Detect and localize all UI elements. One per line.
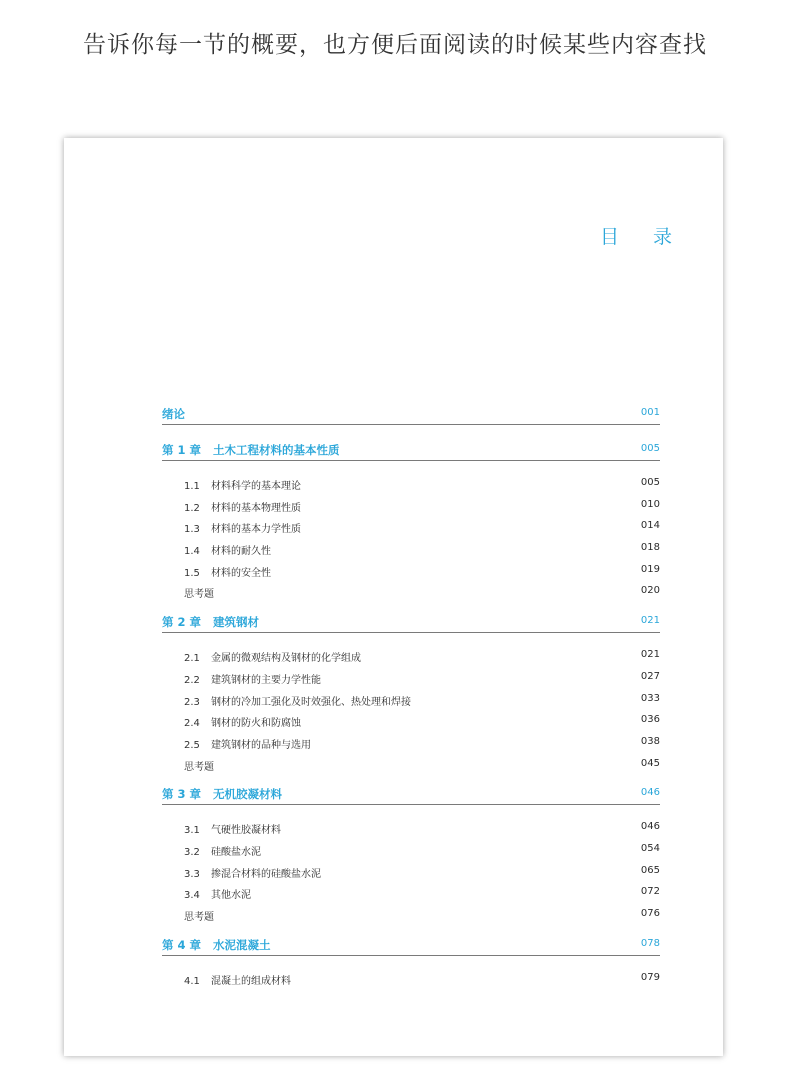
section-title: 材料科学的基本理论: [211, 481, 301, 492]
toc-title: 目 录: [600, 226, 687, 248]
section-item: [162, 755, 660, 777]
section-page-number: 079: [640, 971, 660, 983]
chapter-page-number: 005: [640, 443, 660, 454]
section-list: [162, 646, 660, 776]
section-label: [184, 477, 301, 492]
section-title: 材料的耐久性: [211, 546, 271, 558]
section-page-number: 036: [640, 714, 660, 726]
chapter-page-number: 021: [640, 615, 660, 627]
section-number: 2.3: [184, 696, 200, 708]
section-item: [162, 840, 660, 862]
chapter-label: [162, 442, 340, 458]
section-number: 3.3: [184, 868, 200, 880]
section-label: [184, 714, 301, 729]
table-of-contents: [162, 402, 660, 996]
section-number: 1.3: [184, 524, 200, 536]
section-page-number: 005: [640, 477, 660, 488]
section-title: 材料的安全性: [211, 567, 271, 579]
section-title: 材料的基本力学性质: [211, 524, 301, 536]
chapter-heading: [162, 438, 660, 461]
section-page-number: 072: [640, 886, 660, 898]
chapter-label: [162, 937, 271, 953]
section-page-number: 019: [640, 563, 660, 575]
chapter-number: 第 1 章: [162, 443, 202, 457]
section-title: 建筑钢材的品种与选用: [211, 739, 311, 751]
section-label: [184, 736, 311, 751]
section-item: [162, 862, 660, 884]
section-title: 建筑钢材的主要力学性能: [211, 674, 321, 686]
section-page-number: 046: [640, 821, 660, 833]
section-title: 思考题: [184, 761, 214, 773]
section-list: [162, 969, 660, 991]
section-title: 思考题: [184, 589, 214, 601]
section-page-number: 020: [640, 585, 660, 597]
chapter-title: 水泥混凝土: [213, 937, 271, 952]
chapter-heading: [162, 782, 660, 805]
section-title: 硅酸盐水泥: [211, 846, 261, 858]
section-number: 1.1: [184, 481, 200, 492]
section-page-number: 045: [640, 757, 660, 769]
section-number: 3.2: [184, 846, 200, 858]
section-page-number: 018: [640, 542, 660, 554]
section-number: 2.2: [184, 674, 200, 686]
section-list: [162, 474, 660, 604]
chapter-page-number: 078: [640, 937, 660, 949]
chapter-page-number: 046: [640, 787, 660, 799]
chapter-title: 无机胶凝材料: [213, 787, 283, 802]
section-label: [184, 843, 261, 858]
section-label: [184, 671, 321, 686]
section-item: [162, 733, 660, 755]
chapter-number: 第 4 章: [162, 937, 202, 952]
section-number: 3.4: [184, 890, 200, 902]
section-page-number: 054: [640, 842, 660, 854]
section-label: [184, 649, 361, 664]
section-title: 混凝土的组成材料: [211, 975, 291, 987]
chapter-title: 绪论: [162, 407, 185, 421]
book-page: [64, 138, 723, 1056]
section-label: [184, 865, 321, 880]
section-list: [162, 818, 660, 926]
section-number: 1.2: [184, 502, 200, 514]
section-page-number: 065: [640, 864, 660, 876]
section-item: [162, 905, 660, 927]
chapter-heading: [162, 610, 660, 633]
section-title: 气硬性胶凝材料: [211, 825, 281, 837]
section-item: [162, 474, 660, 496]
section-number: 1.4: [184, 546, 200, 558]
section-label: [184, 585, 214, 600]
section-number: 2.1: [184, 653, 200, 665]
section-item: [162, 517, 660, 539]
section-page-number: 076: [640, 908, 660, 919]
chapter-heading: [162, 933, 660, 956]
section-label: [184, 542, 271, 557]
section-item: [162, 690, 660, 712]
section-label: [184, 499, 301, 514]
section-page-number: 010: [640, 498, 660, 510]
section-title: 其他水泥: [211, 890, 251, 902]
section-label: [184, 520, 301, 535]
section-number: 1.5: [184, 567, 200, 579]
section-label: [184, 972, 291, 987]
section-label: [184, 908, 214, 923]
section-label: [184, 886, 251, 901]
section-item: [162, 496, 660, 518]
section-number: 4.1: [184, 975, 200, 987]
section-number: 2.5: [184, 739, 200, 751]
section-page-number: 014: [640, 520, 660, 532]
section-page-number: 027: [640, 670, 660, 682]
section-item: [162, 668, 660, 690]
section-label: [184, 758, 214, 773]
section-number: 3.1: [184, 825, 200, 837]
section-item: [162, 646, 660, 668]
section-item: [162, 969, 660, 991]
section-title: 金属的微观结构及钢材的化学组成: [211, 653, 361, 665]
section-item: [162, 711, 660, 733]
chapter-label: [162, 786, 282, 802]
chapter-label: [162, 614, 259, 630]
chapter-title: 建筑钢材: [213, 615, 260, 630]
section-item: [162, 561, 660, 583]
section-title: 掺混合材料的硅酸盐水泥: [211, 868, 321, 880]
section-number: 2.4: [184, 718, 200, 730]
section-item: [162, 883, 660, 905]
section-page-number: 021: [640, 649, 660, 661]
section-page-number: 038: [640, 735, 660, 747]
chapter-page-number: 001: [640, 407, 660, 418]
chapter-number: 第 3 章: [162, 787, 202, 802]
chapter-number: 第 2 章: [162, 615, 202, 630]
section-item: [162, 818, 660, 840]
section-title: 思考题: [184, 912, 214, 923]
section-title: 钢材的冷加工强化及时效强化、热处理和焊接: [211, 696, 411, 708]
section-label: [184, 564, 271, 579]
chapter-heading: [162, 402, 660, 425]
section-page-number: 033: [640, 692, 660, 704]
page-headline: 告诉你每一节的概要，也方便后面阅读的时候某些内容查找: [83, 32, 707, 58]
chapter-label: [162, 406, 185, 422]
section-title: 材料的基本物理性质: [211, 502, 301, 514]
section-item: [162, 582, 660, 604]
chapter-title: 土木工程材料的基本性质: [213, 443, 340, 457]
section-label: [184, 693, 411, 708]
section-label: [184, 821, 281, 836]
section-title: 钢材的防火和防腐蚀: [211, 718, 301, 730]
section-item: [162, 539, 660, 561]
